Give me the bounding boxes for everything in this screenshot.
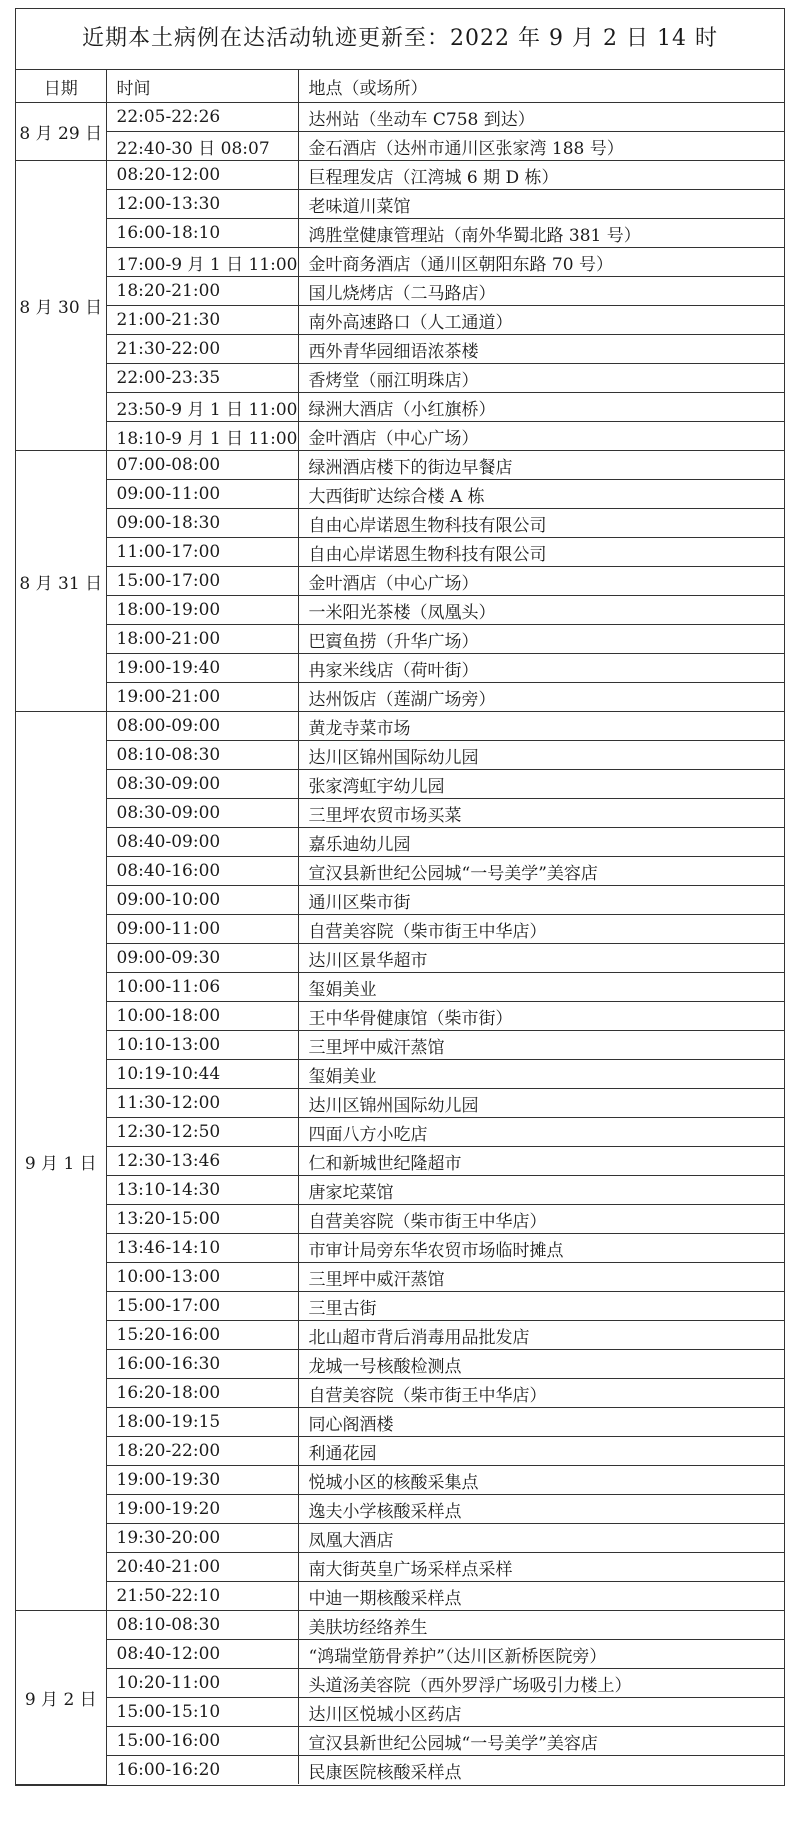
place-cell: 四面八方小吃店 <box>298 1118 784 1147</box>
table-row <box>16 1727 784 1756</box>
table-row <box>16 1640 784 1669</box>
table-row <box>16 770 784 799</box>
time-cell: 10:00-13:00 <box>106 1263 298 1292</box>
time-cell: 17:00-9 月 1 日 11:00 <box>106 248 298 277</box>
itinerary-document <box>15 8 785 1786</box>
time-cell: 16:00-16:30 <box>106 1350 298 1379</box>
time-cell: 18:10-9 月 1 日 11:00 <box>106 422 298 451</box>
place-cell: 宣汉县新世纪公园城“一号美学”美容店 <box>298 1727 784 1756</box>
time-cell: 16:00-18:10 <box>106 219 298 248</box>
place-cell: 达州站（坐动车 C758 到达） <box>298 103 784 132</box>
time-cell: 10:00-18:00 <box>106 1002 298 1031</box>
date-cell: 9 月 2 日 <box>16 1611 106 1785</box>
place-cell: 达川区景华超市 <box>298 944 784 973</box>
place-cell: 金叶酒店（中心广场） <box>298 422 784 451</box>
place-cell: 自营美容院（柴市街王中华店） <box>298 1205 784 1234</box>
time-cell: 11:00-17:00 <box>106 538 298 567</box>
table-row <box>16 1060 784 1089</box>
place-cell: 达川区锦州国际幼儿园 <box>298 741 784 770</box>
time-cell: 19:30-20:00 <box>106 1524 298 1553</box>
place-cell: 自由心岸诺恩生物科技有限公司 <box>298 509 784 538</box>
table-row <box>16 422 784 451</box>
time-cell: 10:20-11:00 <box>106 1669 298 1698</box>
time-cell: 18:00-19:00 <box>106 596 298 625</box>
place-cell: 逸夫小学核酸采样点 <box>298 1495 784 1524</box>
table-row <box>16 1669 784 1698</box>
time-cell: 10:00-11:06 <box>106 973 298 1002</box>
time-cell: 23:50-9 月 1 日 11:00 <box>106 393 298 422</box>
table-row <box>16 1379 784 1408</box>
table-row <box>16 1524 784 1553</box>
time-cell: 15:00-17:00 <box>106 1292 298 1321</box>
table-row <box>16 1234 784 1263</box>
time-cell: 09:00-18:30 <box>106 509 298 538</box>
table-row <box>16 1611 784 1640</box>
place-cell: 三里坪中威汗蒸馆 <box>298 1031 784 1060</box>
place-cell: 国儿烧烤店（二马路店） <box>298 277 784 306</box>
place-cell: 达州饭店（莲湖广场旁） <box>298 683 784 712</box>
table-row <box>16 509 784 538</box>
place-cell: 北山超市背后消毒用品批发店 <box>298 1321 784 1350</box>
time-cell: 13:46-14:10 <box>106 1234 298 1263</box>
place-cell: 南外高速路口（人工通道） <box>298 306 784 335</box>
time-cell: 09:00-11:00 <box>106 915 298 944</box>
place-cell: 利通花园 <box>298 1437 784 1466</box>
table-row <box>16 306 784 335</box>
table-row <box>16 1495 784 1524</box>
place-cell: 王中华骨健康馆（柴市街） <box>298 1002 784 1031</box>
place-cell: 绿洲大酒店（小红旗桥） <box>298 393 784 422</box>
table-row <box>16 654 784 683</box>
table-row <box>16 1205 784 1234</box>
table-row <box>16 1350 784 1379</box>
time-cell: 16:20-18:00 <box>106 1379 298 1408</box>
table-row <box>16 1002 784 1031</box>
table-row <box>16 1437 784 1466</box>
time-cell: 13:20-15:00 <box>106 1205 298 1234</box>
time-cell: 15:20-16:00 <box>106 1321 298 1350</box>
time-cell: 09:00-10:00 <box>106 886 298 915</box>
time-cell: 08:00-09:00 <box>106 712 298 741</box>
place-cell: 唐家坨菜馆 <box>298 1176 784 1205</box>
time-cell: 12:00-13:30 <box>106 190 298 219</box>
time-cell: 10:19-10:44 <box>106 1060 298 1089</box>
table-row <box>16 1031 784 1060</box>
table-row <box>16 393 784 422</box>
place-cell: 巴賨鱼捞（升华广场） <box>298 625 784 654</box>
time-cell: 08:40-09:00 <box>106 828 298 857</box>
place-cell: 悦城小区的核酸采集点 <box>298 1466 784 1495</box>
time-cell: 09:00-11:00 <box>106 480 298 509</box>
table-row <box>16 1118 784 1147</box>
place-cell: 西外青华园细语浓茶楼 <box>298 335 784 364</box>
table-row <box>16 103 784 132</box>
time-cell: 08:10-08:30 <box>106 741 298 770</box>
place-cell: “鸿瑞堂筋骨养护”（达川区新桥医院旁） <box>298 1640 784 1669</box>
place-cell: 黄龙寺菜市场 <box>298 712 784 741</box>
time-cell: 08:30-09:00 <box>106 799 298 828</box>
place-cell: 金叶商务酒店（通川区朝阳东路 70 号） <box>298 248 784 277</box>
time-cell: 13:10-14:30 <box>106 1176 298 1205</box>
place-cell: 凤凰大酒店 <box>298 1524 784 1553</box>
table-row <box>16 625 784 654</box>
time-cell: 18:00-21:00 <box>106 625 298 654</box>
date-cell: 8 月 30 日 <box>16 161 106 451</box>
header-place: 地点（或场所） <box>298 70 784 103</box>
table-row <box>16 219 784 248</box>
time-cell: 21:50-22:10 <box>106 1582 298 1611</box>
table-row <box>16 1089 784 1118</box>
time-cell: 08:40-12:00 <box>106 1640 298 1669</box>
date-cell: 8 月 31 日 <box>16 451 106 712</box>
time-cell: 19:00-21:00 <box>106 683 298 712</box>
table-row <box>16 364 784 393</box>
place-cell: 大西街旷达综合楼 A 栋 <box>298 480 784 509</box>
place-cell: 金叶酒店（中心广场） <box>298 567 784 596</box>
time-cell: 07:00-08:00 <box>106 451 298 480</box>
time-cell: 12:30-12:50 <box>106 1118 298 1147</box>
time-cell: 22:05-22:26 <box>106 103 298 132</box>
place-cell: 仁和新城世纪隆超市 <box>298 1147 784 1176</box>
place-cell: 南大街英皇广场采样点采样 <box>298 1553 784 1582</box>
time-cell: 08:40-16:00 <box>106 857 298 886</box>
place-cell: 头道汤美容院（西外罗浮广场吸引力楼上） <box>298 1669 784 1698</box>
place-cell: 龙城一号核酸检测点 <box>298 1350 784 1379</box>
time-cell: 12:30-13:46 <box>106 1147 298 1176</box>
place-cell: 张家湾虹宇幼儿园 <box>298 770 784 799</box>
time-cell: 09:00-09:30 <box>106 944 298 973</box>
place-cell: 达川区锦州国际幼儿园 <box>298 1089 784 1118</box>
header-date: 日期 <box>16 70 106 103</box>
time-cell: 22:00-23:35 <box>106 364 298 393</box>
time-cell: 19:00-19:40 <box>106 654 298 683</box>
table-row <box>16 596 784 625</box>
time-cell: 18:20-21:00 <box>106 277 298 306</box>
time-cell: 18:00-19:15 <box>106 1408 298 1437</box>
place-cell: 同心阁酒楼 <box>298 1408 784 1437</box>
table-row <box>16 1321 784 1350</box>
place-cell: 市审计局旁东华农贸市场临时摊点 <box>298 1234 784 1263</box>
table-row <box>16 944 784 973</box>
place-cell: 鸿胜堂健康管理站（南外华蜀北路 381 号） <box>298 219 784 248</box>
time-cell: 22:40-30 日 08:07 <box>106 132 298 161</box>
time-cell: 08:20-12:00 <box>106 161 298 190</box>
table-row <box>16 857 784 886</box>
table-row <box>16 1582 784 1611</box>
table-row <box>16 451 784 480</box>
table-row <box>16 567 784 596</box>
place-cell: 达川区悦城小区药店 <box>298 1698 784 1727</box>
place-cell: 宣汉县新世纪公园城“一号美学”美容店 <box>298 857 784 886</box>
time-cell: 21:00-21:30 <box>106 306 298 335</box>
table-row <box>16 190 784 219</box>
place-cell: 三里坪农贸市场买菜 <box>298 799 784 828</box>
table-header-row <box>16 70 784 103</box>
table-row <box>16 1263 784 1292</box>
table-row <box>16 248 784 277</box>
table-row <box>16 1292 784 1321</box>
document-title: 近期本土病例在达活动轨迹更新至：2022 年 9 月 2 日 14 时 <box>16 9 784 70</box>
time-cell: 08:10-08:30 <box>106 1611 298 1640</box>
table-row <box>16 915 784 944</box>
table-row <box>16 161 784 190</box>
table-row <box>16 1553 784 1582</box>
table-row <box>16 1408 784 1437</box>
place-cell: 巨程理发店（江湾城 6 期 D 栋） <box>298 161 784 190</box>
place-cell: 民康医院核酸采样点 <box>298 1756 784 1785</box>
table-row <box>16 828 784 857</box>
place-cell: 美肤坊经络养生 <box>298 1611 784 1640</box>
table-row <box>16 277 784 306</box>
place-cell: 嘉乐迪幼儿园 <box>298 828 784 857</box>
table-row <box>16 1698 784 1727</box>
time-cell: 18:20-22:00 <box>106 1437 298 1466</box>
place-cell: 自营美容院（柴市街王中华店） <box>298 1379 784 1408</box>
table-row <box>16 1756 784 1785</box>
table-row <box>16 132 784 161</box>
place-cell: 金石酒店（达州市通川区张家湾 188 号） <box>298 132 784 161</box>
table-row <box>16 335 784 364</box>
date-cell: 9 月 1 日 <box>16 712 106 1611</box>
place-cell: 三里古街 <box>298 1292 784 1321</box>
time-cell: 19:00-19:30 <box>106 1466 298 1495</box>
table-row <box>16 799 784 828</box>
table-row <box>16 973 784 1002</box>
place-cell: 一米阳光茶楼（凤凰头） <box>298 596 784 625</box>
table-row <box>16 683 784 712</box>
table-row <box>16 480 784 509</box>
table-row <box>16 1176 784 1205</box>
place-cell: 自由心岸诺恩生物科技有限公司 <box>298 538 784 567</box>
time-cell: 08:30-09:00 <box>106 770 298 799</box>
header-time: 时间 <box>106 70 298 103</box>
place-cell: 通川区柴市街 <box>298 886 784 915</box>
place-cell: 自营美容院（柴市街王中华店） <box>298 915 784 944</box>
time-cell: 15:00-17:00 <box>106 567 298 596</box>
time-cell: 11:30-12:00 <box>106 1089 298 1118</box>
table-row <box>16 741 784 770</box>
place-cell: 三里坪中威汗蒸馆 <box>298 1263 784 1292</box>
table-row <box>16 1147 784 1176</box>
place-cell: 玺娟美业 <box>298 1060 784 1089</box>
itinerary-table <box>16 70 784 1785</box>
time-cell: 20:40-21:00 <box>106 1553 298 1582</box>
place-cell: 老味道川菜馆 <box>298 190 784 219</box>
time-cell: 21:30-22:00 <box>106 335 298 364</box>
time-cell: 15:00-16:00 <box>106 1727 298 1756</box>
time-cell: 16:00-16:20 <box>106 1756 298 1785</box>
table-row <box>16 1466 784 1495</box>
place-cell: 冉家米线店（荷叶街） <box>298 654 784 683</box>
time-cell: 15:00-15:10 <box>106 1698 298 1727</box>
date-cell: 8 月 29 日 <box>16 103 106 161</box>
table-row <box>16 538 784 567</box>
place-cell: 香烤堂（丽江明珠店） <box>298 364 784 393</box>
place-cell: 绿洲酒店楼下的街边早餐店 <box>298 451 784 480</box>
place-cell: 玺娟美业 <box>298 973 784 1002</box>
time-cell: 19:00-19:20 <box>106 1495 298 1524</box>
time-cell: 10:10-13:00 <box>106 1031 298 1060</box>
table-row <box>16 886 784 915</box>
place-cell: 中迪一期核酸采样点 <box>298 1582 784 1611</box>
table-row <box>16 712 784 741</box>
